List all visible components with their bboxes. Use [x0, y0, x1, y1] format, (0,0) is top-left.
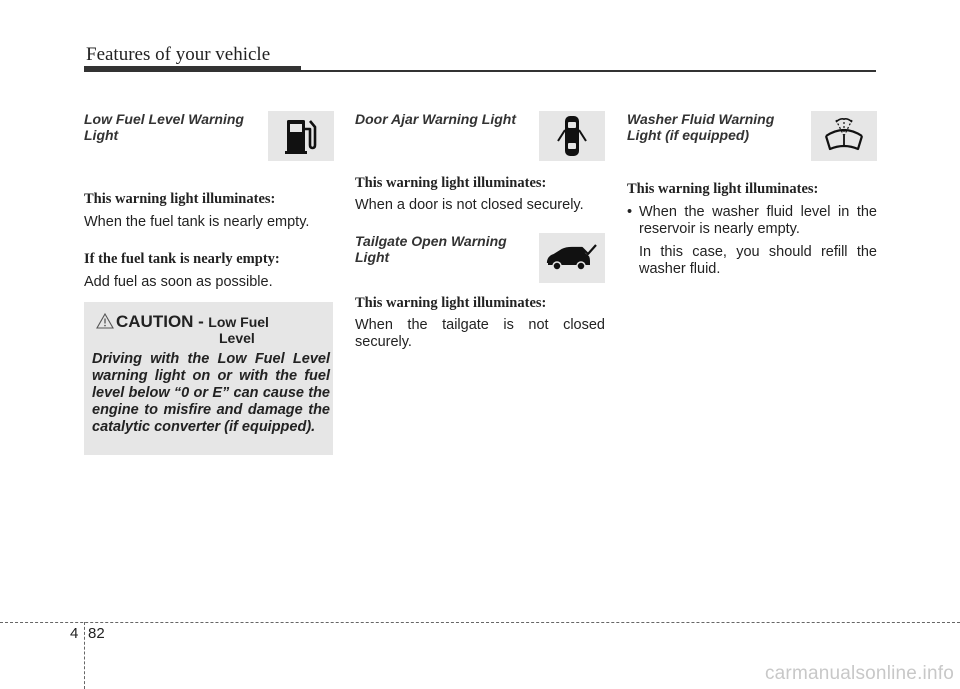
door-ajar-heading — [355, 111, 605, 163]
low-fuel-heading — [84, 111, 334, 163]
washer-fluid-icon — [811, 111, 877, 161]
washer-fluid-title: Washer Fluid Warning Light (if equipped) — [627, 111, 775, 143]
page-number: 82 — [88, 625, 105, 642]
low-fuel-title: Low Fuel Level Warning Light — [84, 111, 244, 143]
washer-fluid-section — [627, 111, 877, 278]
door-ajar-icon — [539, 111, 605, 161]
warning-triangle-icon — [96, 313, 114, 329]
washer-fluid-note: In this case, you should refill the washer fluid. — [639, 244, 877, 277]
caution-word: CAUTION - — [116, 312, 204, 331]
caution-subject-line1: Low Fuel — [208, 314, 269, 330]
footer-divider — [84, 622, 85, 689]
footer-rule — [0, 622, 960, 623]
bullet-dot: • — [627, 204, 633, 220]
caution-subject-line2: Level — [219, 330, 255, 346]
washer-fluid-illum-head: This warning light illuminates: — [627, 181, 819, 197]
low-fuel-section — [84, 111, 334, 291]
low-fuel-illum-head: This warning light illuminates: — [84, 191, 276, 207]
caution-text: Driving with the Low Fuel Level warning light on or with the fuel level below “0 or E” can cause the engine to misfire and damage the catalytic converter (if equipped). — [92, 351, 330, 435]
washer-fluid-heading — [627, 111, 877, 163]
washer-fluid-bullet — [627, 204, 877, 238]
tailgate-illum-text: When the tailgate is not closed securely. — [355, 317, 605, 350]
header-bar — [84, 66, 301, 72]
page-header-title: Features of your vehicle — [86, 44, 271, 65]
door-ajar-illum-head: This warning light illuminates: — [355, 175, 547, 191]
low-fuel-illum-text: When the fuel tank is nearly empty. — [84, 214, 310, 230]
tailgate-illum-head: This warning light illuminates: — [355, 295, 547, 311]
fuel-empty-head: If the fuel tank is nearly empty: — [84, 251, 280, 267]
caution-heading — [116, 312, 328, 332]
fuel-empty-text: Add fuel as soon as possible. — [84, 274, 273, 290]
tailgate-title: Tailgate Open Warning Light — [355, 233, 507, 265]
tailgate-heading — [355, 233, 605, 285]
fuel-pump-icon — [268, 111, 334, 161]
door-ajar-illum-text: When a door is not closed securely. — [355, 197, 584, 213]
caution-box — [84, 302, 333, 455]
chapter-number: 4 — [70, 625, 79, 642]
door-ajar-title: Door Ajar Warning Light — [355, 111, 516, 127]
door-ajar-section — [355, 111, 605, 351]
tailgate-open-icon — [539, 233, 605, 283]
washer-fluid-bullet-text: When the washer fluid level in the reservoir is nearly empty. — [639, 204, 877, 237]
header-rule — [301, 70, 876, 72]
watermark: carmanualsonline.info — [764, 663, 954, 684]
